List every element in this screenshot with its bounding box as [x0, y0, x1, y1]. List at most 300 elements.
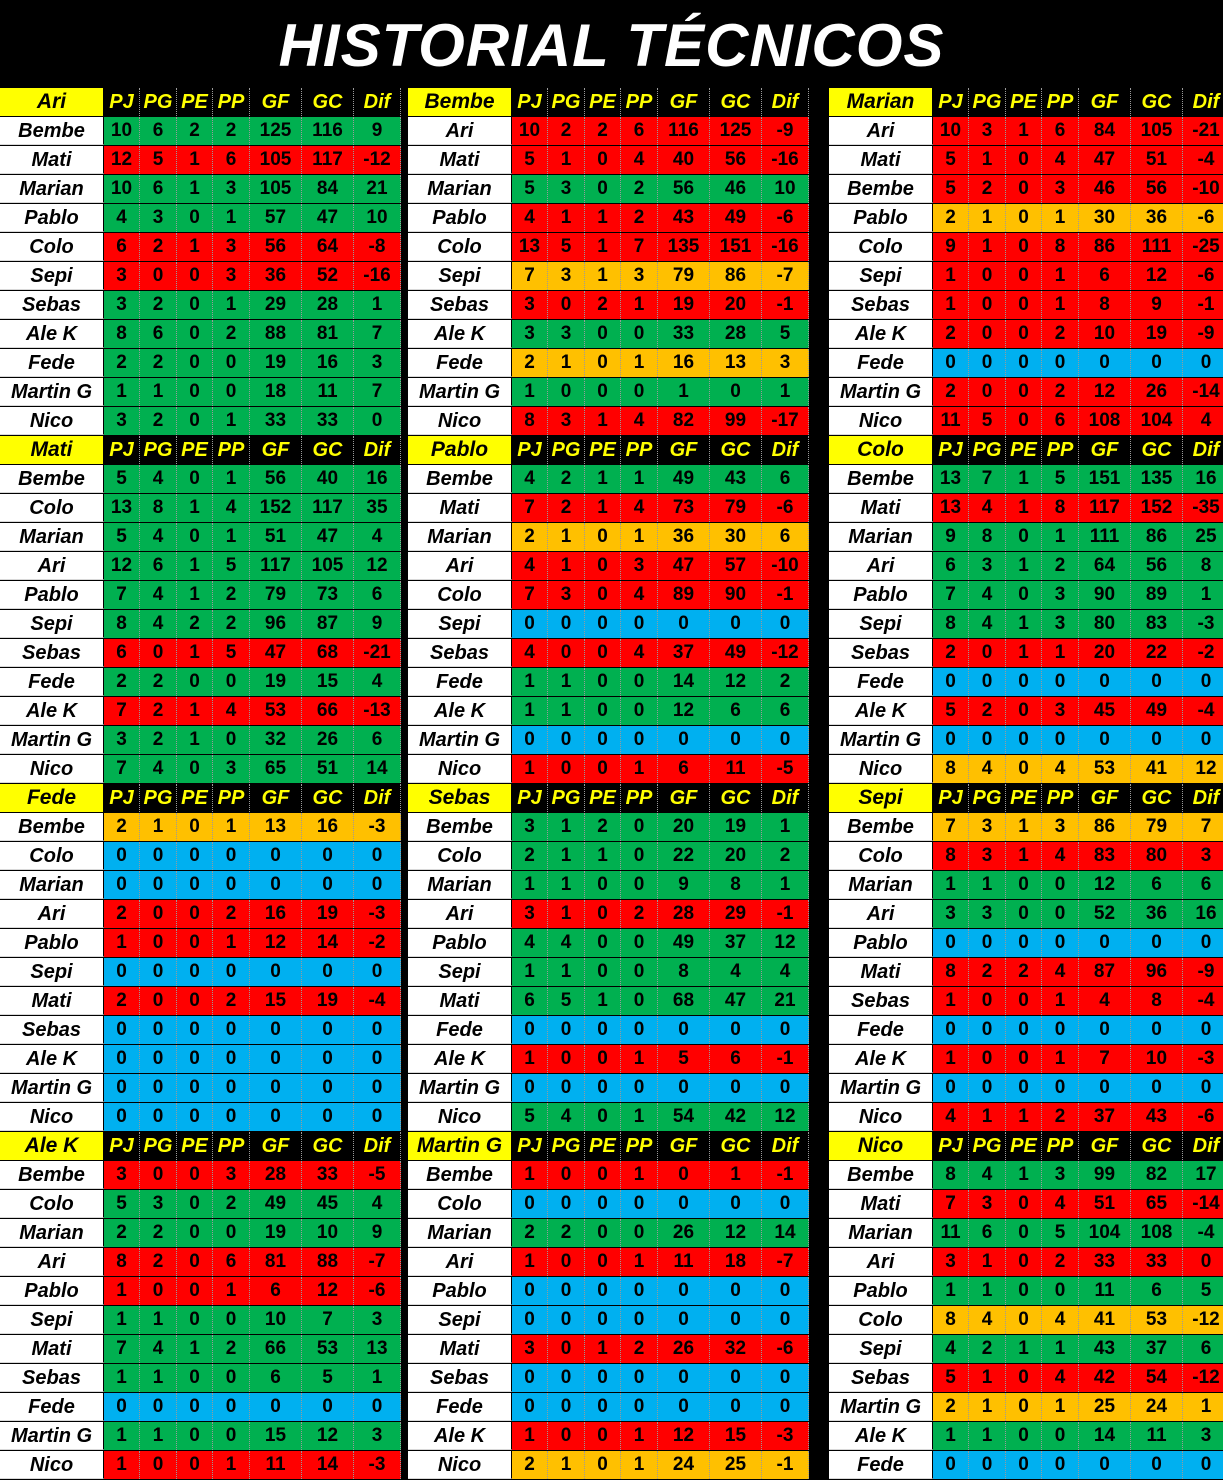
stat-cell: 6 — [969, 1219, 1006, 1247]
stat-cell: 1 — [140, 1306, 177, 1334]
opponent-name: Fede — [829, 668, 933, 696]
stat-cell: 1 — [512, 1248, 548, 1276]
stat-cell: 0 — [585, 1219, 621, 1247]
stat-cell: 0 — [140, 1277, 177, 1305]
stat-cell: 0 — [658, 1190, 710, 1218]
column-header: PP — [1042, 784, 1079, 812]
stat-cell: 13 — [710, 349, 762, 377]
stat-cell: 0 — [1183, 1248, 1223, 1276]
opponent-name: Sebas — [829, 639, 933, 667]
page-title: HISTORIAL TÉCNICOS — [0, 0, 1223, 86]
stat-cell: 0 — [1006, 233, 1042, 261]
stat-cell: 3 — [512, 291, 548, 319]
stat-cell: 0 — [621, 1306, 658, 1334]
stat-cell: 111 — [1131, 233, 1183, 261]
stat-cell: 4 — [621, 146, 658, 174]
table-row — [0, 668, 401, 696]
column-header: GC — [1131, 88, 1183, 116]
table-row — [829, 639, 1223, 667]
stat-cell: 79 — [658, 262, 710, 290]
stat-cell: 0 — [969, 639, 1006, 667]
stat-cell: 10 — [933, 117, 969, 145]
stat-cell: 0 — [621, 1190, 658, 1218]
table-row — [408, 1161, 809, 1189]
table-row — [0, 1335, 401, 1363]
stat-cell: 105 — [250, 146, 302, 174]
stat-cell: 0 — [548, 1190, 585, 1218]
stat-cell: 12 — [710, 668, 762, 696]
stat-cell: -6 — [1183, 204, 1223, 232]
opponent-name: Colo — [829, 1306, 933, 1334]
stat-cell: 0 — [140, 987, 177, 1015]
stat-cell: 15 — [710, 1422, 762, 1450]
stat-cell: 135 — [1131, 465, 1183, 493]
stat-cell: 0 — [585, 349, 621, 377]
table-row — [0, 233, 401, 261]
table-row — [408, 552, 809, 580]
stat-cell: 3 — [548, 262, 585, 290]
opponent-name: Pablo — [0, 204, 104, 232]
stat-cell: 7 — [512, 262, 548, 290]
stat-cell: 64 — [302, 233, 354, 261]
stat-cell: 0 — [762, 1393, 809, 1421]
opponent-name: Bembe — [0, 1161, 104, 1189]
stat-cell: 1 — [1042, 523, 1079, 551]
stat-cell: 2 — [548, 494, 585, 522]
stat-cell: 1 — [104, 1277, 140, 1305]
stat-cell: 6 — [354, 581, 401, 609]
stat-cell: -6 — [762, 1335, 809, 1363]
stat-cell: 41 — [1079, 1306, 1131, 1334]
stat-cell: 0 — [250, 842, 302, 870]
stat-cell: 7 — [512, 494, 548, 522]
stat-cell: 1 — [621, 1422, 658, 1450]
stat-cell: 0 — [1042, 1451, 1079, 1479]
stat-cell: 2 — [104, 1219, 140, 1247]
opponent-name: Sepi — [408, 958, 512, 986]
table-row — [408, 1103, 809, 1131]
stat-cell: 0 — [1006, 1451, 1042, 1479]
table-row — [829, 755, 1223, 783]
table-row — [0, 929, 401, 957]
stat-cell: 7 — [104, 697, 140, 725]
stat-cell: 0 — [548, 291, 585, 319]
stat-cell: 1 — [933, 1277, 969, 1305]
stat-cell: 0 — [658, 1016, 710, 1044]
table-row — [0, 842, 401, 870]
stat-cell: 41 — [1131, 755, 1183, 783]
stat-cell: 1 — [1042, 1393, 1079, 1421]
stat-cell: 1 — [585, 262, 621, 290]
stat-cell: 1 — [512, 697, 548, 725]
table-row — [408, 900, 809, 928]
stat-cell: 4 — [140, 610, 177, 638]
stat-cell: 6 — [1131, 1277, 1183, 1305]
opponent-name: Sebas — [408, 1364, 512, 1392]
stat-cell: 2 — [213, 581, 250, 609]
column-header: PE — [585, 1132, 621, 1160]
stat-cell: 0 — [933, 726, 969, 754]
stat-cell: 6 — [104, 639, 140, 667]
opponent-name: Fede — [408, 1016, 512, 1044]
table-row — [829, 1422, 1223, 1450]
stat-cell: 1 — [1006, 813, 1042, 841]
stat-cell: 29 — [250, 291, 302, 319]
stat-cell: 4 — [969, 581, 1006, 609]
stat-cell: 12 — [104, 146, 140, 174]
stat-cell: 0 — [177, 204, 213, 232]
stat-cell: 16 — [354, 465, 401, 493]
stat-cell: -3 — [354, 900, 401, 928]
stat-cell: 0 — [585, 581, 621, 609]
opponent-name: Colo — [0, 233, 104, 261]
stat-cell: 96 — [250, 610, 302, 638]
stat-cell: 0 — [1183, 1451, 1223, 1479]
column-header: GC — [710, 88, 762, 116]
stat-cell: 5 — [213, 639, 250, 667]
stat-cell: 6 — [140, 552, 177, 580]
stat-cell: 10 — [1079, 320, 1131, 348]
opponent-name: Sepi — [0, 958, 104, 986]
opponent-name: Marian — [0, 871, 104, 899]
stat-cell: -5 — [762, 755, 809, 783]
stat-cell: 0 — [213, 726, 250, 754]
stat-cell: 4 — [512, 929, 548, 957]
stat-cell: 0 — [177, 1451, 213, 1479]
stat-cell: 0 — [512, 610, 548, 638]
stat-cell: 0 — [621, 1393, 658, 1421]
table-row — [0, 320, 401, 348]
stat-cell: -6 — [1183, 1103, 1223, 1131]
opponent-name: Martin G — [408, 1074, 512, 1102]
stat-cell: 0 — [140, 639, 177, 667]
stat-cell: 16 — [250, 900, 302, 928]
stat-cell: 56 — [250, 233, 302, 261]
stat-cell: 81 — [250, 1248, 302, 1276]
stat-cell: 0 — [585, 1393, 621, 1421]
stat-cell: 6 — [710, 1045, 762, 1073]
table-row — [0, 726, 401, 754]
stat-cell: 11 — [1131, 1422, 1183, 1450]
stat-cell: 49 — [658, 465, 710, 493]
stat-cell: 15 — [250, 1422, 302, 1450]
stat-cell: 5 — [933, 175, 969, 203]
stat-cell: 0 — [140, 262, 177, 290]
stat-cell: 3 — [213, 1161, 250, 1189]
stat-cell: 2 — [1042, 552, 1079, 580]
stat-cell: 0 — [710, 1364, 762, 1392]
stat-cell: 0 — [213, 1364, 250, 1392]
opponent-name: Nico — [829, 1103, 933, 1131]
table-row — [0, 1016, 401, 1044]
stat-cell: 0 — [1079, 929, 1131, 957]
stat-cell: 4 — [969, 494, 1006, 522]
stat-cell: 0 — [548, 1016, 585, 1044]
stat-cell: 0 — [213, 842, 250, 870]
table-row — [408, 204, 809, 232]
opponent-name: Fede — [829, 1016, 933, 1044]
opponent-name: Nico — [408, 1103, 512, 1131]
stat-cell: 5 — [933, 1364, 969, 1392]
stat-cell: -7 — [762, 262, 809, 290]
coach-name: Pablo — [408, 436, 512, 464]
table-row — [408, 1045, 809, 1073]
stat-cell: 0 — [621, 610, 658, 638]
stat-cell: 0 — [548, 639, 585, 667]
stat-cell: 26 — [658, 1219, 710, 1247]
table-row — [408, 146, 809, 174]
stat-cell: 0 — [1042, 871, 1079, 899]
stat-cell: 0 — [104, 1045, 140, 1073]
opponent-name: Ale K — [0, 320, 104, 348]
column-header: PP — [213, 436, 250, 464]
stat-cell: 3 — [1183, 842, 1223, 870]
stat-cell: 6 — [1183, 1335, 1223, 1363]
table-row — [829, 610, 1223, 638]
coach-name: Ale K — [0, 1132, 104, 1160]
stat-cell: 0 — [140, 1045, 177, 1073]
stat-cell: 0 — [140, 1103, 177, 1131]
stat-cell: 5 — [933, 697, 969, 725]
stat-cell: 22 — [658, 842, 710, 870]
stat-cell: 8 — [1042, 494, 1079, 522]
table-row — [0, 900, 401, 928]
table-row — [0, 1190, 401, 1218]
column-header: PJ — [104, 1132, 140, 1160]
stat-cell: 84 — [302, 175, 354, 203]
column-header: Dif — [1183, 784, 1223, 812]
column-header: PJ — [512, 1132, 548, 1160]
column-header: PP — [1042, 1132, 1079, 1160]
stat-cell: 1 — [140, 813, 177, 841]
stat-cell: 0 — [710, 1190, 762, 1218]
stat-cell: -4 — [1183, 1219, 1223, 1247]
stat-cell: 81 — [302, 320, 354, 348]
stat-cell: -3 — [354, 813, 401, 841]
opponent-name: Pablo — [408, 1277, 512, 1305]
stat-cell: 1 — [621, 1248, 658, 1276]
stat-cell: 10 — [250, 1306, 302, 1334]
stat-cell: -4 — [1183, 697, 1223, 725]
stat-cell: 2 — [213, 117, 250, 145]
stat-cell: 0 — [1183, 1016, 1223, 1044]
stat-cell: 1 — [1006, 1335, 1042, 1363]
table-row — [829, 1451, 1223, 1479]
opponent-name: Bembe — [408, 813, 512, 841]
stat-cell: 0 — [710, 610, 762, 638]
stat-cell: 0 — [104, 1074, 140, 1102]
stat-cell: 0 — [177, 1016, 213, 1044]
stat-cell: 0 — [1183, 929, 1223, 957]
stat-cell: 6 — [250, 1364, 302, 1392]
stat-cell: 117 — [1079, 494, 1131, 522]
stat-cell: 0 — [213, 958, 250, 986]
stat-cell: 0 — [710, 1074, 762, 1102]
opponent-name: Mati — [829, 146, 933, 174]
stat-cell: 0 — [762, 610, 809, 638]
stat-cell: 117 — [302, 146, 354, 174]
stat-cell: 0 — [302, 871, 354, 899]
stat-cell: 0 — [213, 1016, 250, 1044]
stat-cell: 0 — [250, 1016, 302, 1044]
opponent-name: Mati — [0, 146, 104, 174]
stat-cell: 7 — [621, 233, 658, 261]
stat-cell: 19 — [302, 987, 354, 1015]
stat-cell: 68 — [302, 639, 354, 667]
stat-cell: 1 — [548, 349, 585, 377]
column-header: GF — [658, 1132, 710, 1160]
stat-cell: -17 — [762, 407, 809, 435]
stat-cell: 37 — [1079, 1103, 1131, 1131]
opponent-name: Martin G — [829, 378, 933, 406]
stat-cell: 125 — [710, 117, 762, 145]
column-header: GC — [1131, 1132, 1183, 1160]
column-header: PJ — [933, 784, 969, 812]
stat-cell: 45 — [302, 1190, 354, 1218]
table-row — [829, 1277, 1223, 1305]
table-row — [408, 320, 809, 348]
stat-cell: 0 — [621, 813, 658, 841]
stat-cell: 2 — [762, 668, 809, 696]
column-header: Dif — [1183, 88, 1223, 116]
stat-cell: 3 — [354, 349, 401, 377]
column-header: PE — [585, 88, 621, 116]
stat-cell: 11 — [933, 407, 969, 435]
stat-cell: 0 — [177, 1248, 213, 1276]
stat-cell: 1 — [710, 1161, 762, 1189]
stat-cell: 25 — [1079, 1393, 1131, 1421]
stat-cell: 0 — [969, 320, 1006, 348]
stat-cell: 2 — [140, 407, 177, 435]
stat-cell: 3 — [933, 900, 969, 928]
stat-cell: 0 — [548, 1074, 585, 1102]
stat-cell: 0 — [969, 262, 1006, 290]
stat-cell: 5 — [1183, 1277, 1223, 1305]
opponent-name: Sebas — [829, 1364, 933, 1392]
stat-cell: 0 — [548, 1335, 585, 1363]
stat-cell: 6 — [512, 987, 548, 1015]
stat-cell: 0 — [585, 958, 621, 986]
stat-cell: 16 — [1183, 465, 1223, 493]
column-header: Dif — [762, 784, 809, 812]
opponent-name: Marian — [829, 523, 933, 551]
stat-cell: 0 — [710, 1306, 762, 1334]
stat-cell: 16 — [658, 349, 710, 377]
stat-cell: 2 — [585, 117, 621, 145]
stat-cell: 3 — [104, 291, 140, 319]
stat-cell: 53 — [250, 697, 302, 725]
stat-cell: 0 — [933, 1016, 969, 1044]
stat-cell: 28 — [250, 1161, 302, 1189]
stat-cell: 7 — [104, 755, 140, 783]
stat-cell: 43 — [658, 204, 710, 232]
stat-cell: 0 — [1183, 668, 1223, 696]
column-header: GF — [1079, 436, 1131, 464]
stat-cell: 0 — [621, 1364, 658, 1392]
stat-cell: 1 — [512, 378, 548, 406]
stat-cell: 1 — [177, 233, 213, 261]
stat-cell: -12 — [1183, 1364, 1223, 1392]
stat-cell: 47 — [302, 523, 354, 551]
opponent-name: Pablo — [0, 1277, 104, 1305]
stat-cell: 0 — [140, 842, 177, 870]
stat-cell: 2 — [140, 233, 177, 261]
stat-cell: 3 — [548, 175, 585, 203]
stat-cell: 0 — [969, 668, 1006, 696]
stat-cell: 1 — [104, 929, 140, 957]
table-row — [829, 465, 1223, 493]
opponent-name: Mati — [829, 1190, 933, 1218]
stat-cell: 1 — [1183, 1393, 1223, 1421]
stat-cell: 2 — [512, 1219, 548, 1247]
stat-cell: 3 — [104, 1161, 140, 1189]
stat-cell: 0 — [585, 1103, 621, 1131]
stat-cell: 1 — [177, 1335, 213, 1363]
stat-cell: 0 — [104, 1103, 140, 1131]
stat-cell: -6 — [762, 204, 809, 232]
stat-cell: 80 — [1079, 610, 1131, 638]
stat-cell: 5 — [512, 146, 548, 174]
stat-cell: 2 — [933, 639, 969, 667]
stat-cell: 6 — [762, 465, 809, 493]
opponent-name: Sepi — [0, 262, 104, 290]
table-row — [829, 1248, 1223, 1276]
stat-cell: -4 — [1183, 146, 1223, 174]
table-row — [408, 697, 809, 725]
stat-cell: 4 — [710, 958, 762, 986]
stat-cell: 0 — [585, 320, 621, 348]
column-header: PE — [585, 436, 621, 464]
opponent-name: Nico — [829, 755, 933, 783]
table-row — [829, 987, 1223, 1015]
stat-cell: 0 — [1006, 291, 1042, 319]
stat-cell: 12 — [762, 1103, 809, 1131]
stat-cell: 49 — [658, 929, 710, 957]
opponent-name: Marian — [0, 1219, 104, 1247]
stat-cell: 12 — [1079, 871, 1131, 899]
stat-cell: 0 — [1042, 900, 1079, 928]
stat-cell: -9 — [762, 117, 809, 145]
stat-cell: 8 — [969, 523, 1006, 551]
stat-cell: 12 — [658, 1422, 710, 1450]
stat-cell: 1 — [1006, 639, 1042, 667]
stat-cell: 0 — [548, 1422, 585, 1450]
opponent-name: Marian — [0, 175, 104, 203]
stat-cell: 1 — [512, 958, 548, 986]
opponent-name: Bembe — [829, 175, 933, 203]
stat-cell: 11 — [933, 1219, 969, 1247]
stat-cell: 0 — [1006, 407, 1042, 435]
stat-cell: -1 — [762, 900, 809, 928]
coach-name: Marian — [829, 88, 933, 116]
stat-cell: 4 — [512, 552, 548, 580]
stat-cell: -10 — [1183, 175, 1223, 203]
column-header: PJ — [104, 436, 140, 464]
stat-cell: 0 — [1183, 1074, 1223, 1102]
stat-cell: 15 — [302, 668, 354, 696]
stat-cell: 3 — [621, 552, 658, 580]
table-row — [0, 1045, 401, 1073]
stat-cell: 0 — [969, 726, 1006, 754]
stat-cell: 7 — [1183, 813, 1223, 841]
stat-cell: 0 — [140, 958, 177, 986]
table-row — [829, 349, 1223, 377]
stat-cell: 0 — [177, 871, 213, 899]
column-header: PG — [548, 784, 585, 812]
stat-cell: 3 — [969, 842, 1006, 870]
column-header: GC — [302, 784, 354, 812]
stat-cell: 0 — [621, 871, 658, 899]
